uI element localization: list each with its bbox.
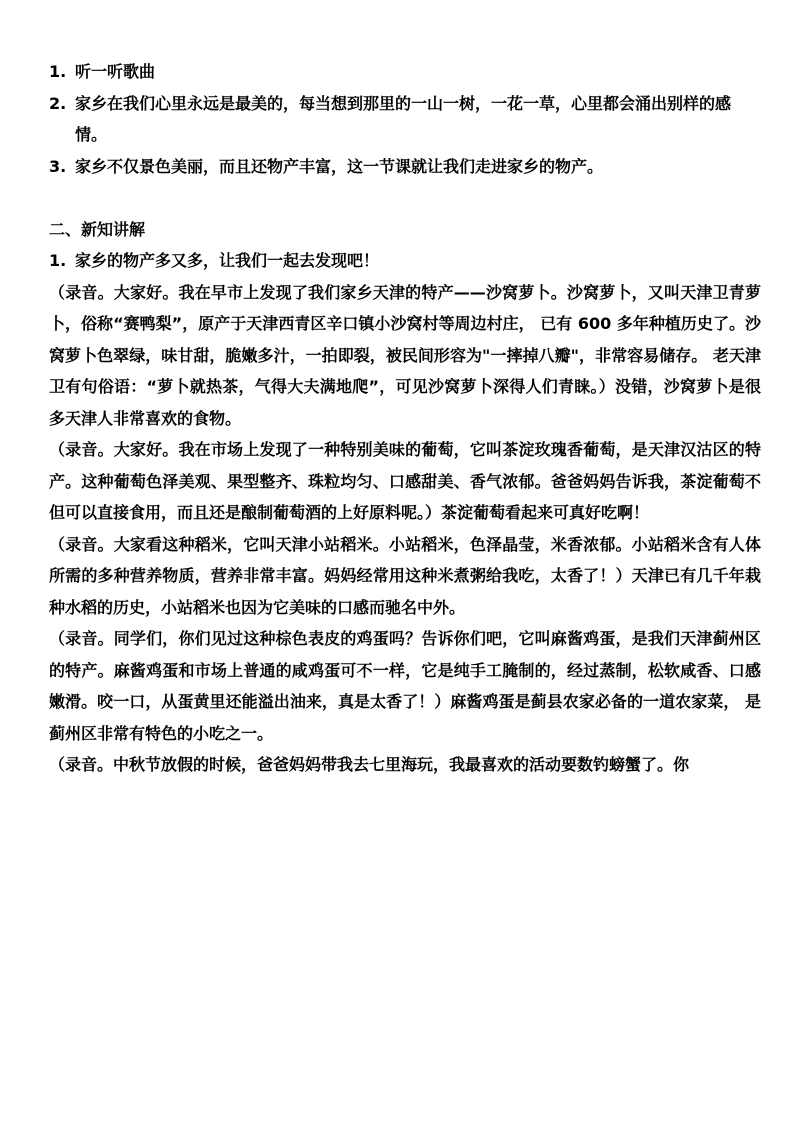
document-body xyxy=(49,56,761,781)
paragraph-chadian-grape: （录音。大家好。我在市场上发现了一种特别美味的葡萄，它叫茶淀玫瑰香葡萄，是天津汉沽区的特产。这种葡萄色泽美观、果型整齐、珠粒均匀、口感甜美、香气浓郁。爸爸妈妈告诉我，茶淀葡萄不但可以直接食用，而且还是酿制葡萄酒的上好原料呢。）茶淀葡萄看起来可真好吃啊！ xyxy=(49,440,761,522)
list-number: 1. xyxy=(49,251,67,270)
list-number: 1. xyxy=(49,62,67,81)
intro-item-1 xyxy=(49,56,761,88)
list-item-text: 家乡在我们心里永远是最美的，每当想到那里的一山一树，一花一草，心里都会涌出别样的感情。 xyxy=(75,93,732,144)
section-item-1 xyxy=(49,245,761,277)
paragraph-xiaozhan-rice: （录音。大家看这种稻米，它叫天津小站稻米。小站稻米，色泽晶莹，米香浓郁。小站稻米含有人体所需的多种营养物质，营养非常丰富。妈妈经常用这种米煮粥给我吃，太香了！）天津已有几千年栽种水稻的历史，小站稻米也因为它美味的口感而驰名中外。 xyxy=(49,534,761,617)
list-number: 3. xyxy=(49,156,67,176)
paragraph-shawo-radish: （录音。大家好。我在早市上发现了我们家乡天津的特产——沙窝萝卜。沙窝萝卜，又叫天津卫青萝卜，俗称“赛鸭梨”，原产于天津西青区辛口镇小沙窝村等周边村庄， 已有 600 多年种植历史了。沙窝萝卜色翠绿，味甘甜，脆嫩多汁，一拍即裂，被民间形容为"一摔掉八瓣"，非常容易储存。 老天津卫有句俗语：“萝卜就热茶，气得大夫满地爬”，可见沙窝萝卜深得人们青睐。）没错，沙窝萝卜是很多天津人非常喜欢的食物。 xyxy=(49,282,761,428)
intro-item-2 xyxy=(49,88,761,151)
section-heading: 二、新知讲解 xyxy=(49,219,146,239)
intro-item-3 xyxy=(49,151,761,183)
paragraph-sesame-egg: （录音。同学们，你们见过这种棕色表皮的鸡蛋吗？告诉你们吧，它叫麻酱鸡蛋，是我们天津蓟州区的特产。麻酱鸡蛋和市场上普通的咸鸡蛋可不一样，它是纯手工腌制的，经过蒸制，松软咸香、口感嫩滑。咬一口，从蛋黄里还能溢出油来，真是太香了！）麻酱鸡蛋是蓟县农家必备的一道农家菜， 是蓟州区非常有特色的小吃之一。 xyxy=(49,629,761,743)
list-item-text: 听一听歌曲 xyxy=(75,62,156,81)
list-item-text: 家乡不仅景色美丽，而且还物产丰富，这一节课就让我们走进家乡的物产。 xyxy=(75,156,604,176)
list-number: 2. xyxy=(49,93,67,113)
list-item-text: 家乡的物产多又多，让我们一起去发现吧！ xyxy=(75,251,380,270)
blank-line xyxy=(49,182,761,214)
paragraph-qilihai-crab: （录音。中秋节放假的时候，爸爸妈妈带我去七里海玩，我最喜欢的活动要数钓螃蟹了。你 xyxy=(49,755,690,774)
